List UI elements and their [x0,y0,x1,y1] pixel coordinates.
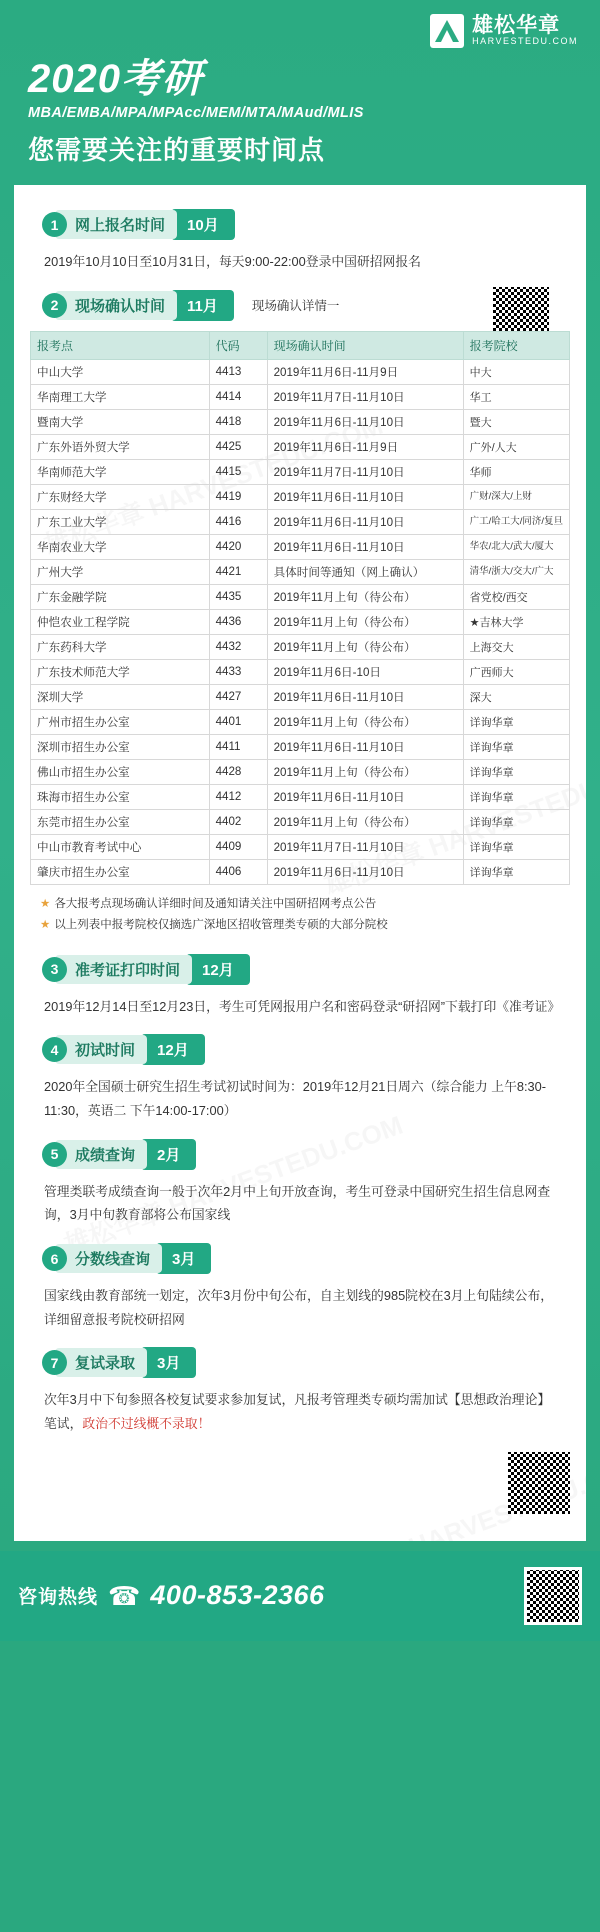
section-label: 成绩查询 [55,1140,147,1169]
table-row [31,609,570,634]
section-body-4: 2020年全国硕士研究生招生考试初试时间为：2019年12月21日周六（综合能力 上午8:30-11:30，英语二 下午14:00-17:00） [44,1079,547,1119]
table-row [31,484,570,509]
cell-school: 详询华章 [463,784,569,809]
cell-code: 4418 [209,409,267,434]
footnote-1 [40,895,564,915]
section-body-5: 管理类联考成绩查询一般于次年2月中上旬开放查询，考生可登录中国研究生招生信息网查询，3月中旬教育部将公布国家线 [44,1183,551,1223]
cell-code: 4432 [209,634,267,659]
section-label: 准考证打印时间 [55,955,192,984]
telephone-icon: ☎ [108,1580,141,1611]
section-header-1 [42,209,570,240]
cell-code: 4433 [209,659,267,684]
cell-time: 2019年11月6日-11月9日 [267,359,463,384]
cell-school: 广外/人大 [463,434,569,459]
cell-time: 2019年11月6日-11月10日 [267,534,463,559]
section-number: 7 [42,1350,67,1375]
section-body-1: 2019年10月10日至10月31日，每天9:00-22:00登录中国研招网报名 [44,254,421,269]
table-row [31,809,570,834]
table-row [31,709,570,734]
section-2-wrap [30,290,570,321]
section-month-badge: 3月 [141,1347,196,1378]
section-label: 初试时间 [55,1035,147,1064]
star-icon: ★ [40,897,51,910]
cell-site: 暨南大学 [31,409,210,434]
section-label: 复试录取 [55,1348,147,1377]
cell-code: 4435 [209,584,267,609]
cell-site: 广东工业大学 [31,509,210,534]
qr-code-icon[interactable] [508,1452,570,1514]
page-title: 2020考研 [28,57,203,101]
cell-time: 2019年11月上旬（待公布） [267,634,463,659]
cell-code: 4406 [209,859,267,884]
table-row [31,784,570,809]
section-number: 4 [42,1037,67,1062]
cell-site: 肇庆市招生办公室 [31,859,210,884]
table-row [31,859,570,884]
cell-site: 广东金融学院 [31,584,210,609]
qr-code-icon[interactable] [524,1567,582,1625]
cell-time: 2019年11月6日-11月10日 [267,409,463,434]
footer [0,1551,600,1641]
cell-site: 广东外语外贸大学 [31,434,210,459]
section-note: 现场确认详情一 [251,299,340,314]
th-time: 现场确认时间 [267,331,463,359]
cell-code: 4415 [209,459,267,484]
section-number: 5 [42,1142,67,1167]
cell-site: 佛山市招生办公室 [31,759,210,784]
cell-school: 详询华章 [463,759,569,784]
cell-site: 广东技术师范大学 [31,659,210,684]
section-month-badge: 2月 [141,1139,196,1170]
hotline-label: 咨询热线 [18,1587,99,1609]
hotline-block [18,1580,325,1611]
cell-school: 中大 [463,359,569,384]
cell-site: 珠海市招生办公室 [31,784,210,809]
cell-school: 华工 [463,384,569,409]
table-row [31,534,570,559]
cell-school: 省党校/西交 [463,584,569,609]
cell-time: 具体时间等通知（网上确认） [267,559,463,584]
section-month-badge: 12月 [141,1034,205,1065]
cell-time: 2019年11月6日-11月10日 [267,784,463,809]
cell-code: 4412 [209,784,267,809]
cell-code: 4425 [209,434,267,459]
title-block [0,54,600,185]
cell-site: 广东药科大学 [31,634,210,659]
cell-school: 上海交大 [463,634,569,659]
table-row [31,509,570,534]
table-row [31,759,570,784]
section-body-7-highlight: 政治不过线概不录取！ [82,1416,211,1432]
brand-name-cn: 雄松华章 [472,14,561,38]
cell-time: 2019年11月6日-11月10日 [267,509,463,534]
cell-time: 2019年11月上旬（待公布） [267,709,463,734]
table-row [31,684,570,709]
cell-time: 2019年11月6日-11月10日 [267,684,463,709]
section-body-6: 国家线由教育部统一划定，次年3月份中旬公布，自主划线的985院校在3月上旬陆续公布，详细留意报考院校研招网 [44,1288,554,1327]
cell-code: 4436 [209,609,267,634]
section-month-badge: 10月 [171,209,235,240]
footnote-text: 各大报考点现场确认详细时间及通知请关注中国研招网考点公告 [54,897,377,910]
cell-site: 深圳市招生办公室 [31,734,210,759]
section-number: 1 [42,212,67,237]
cell-time: 2019年11月7日-11月10日 [267,459,463,484]
table-row [31,409,570,434]
cell-school: 清华/浙大/交大/广大 [469,566,554,578]
cell-code: 4428 [209,759,267,784]
cell-school: 详询华章 [463,709,569,734]
content-card [14,185,586,1541]
table-header-row [31,331,570,359]
cell-time: 2019年11月上旬（待公布） [267,584,463,609]
section-label: 网上报名时间 [55,210,177,239]
table-row [31,734,570,759]
table-row [31,384,570,409]
cell-code: 4427 [209,684,267,709]
cell-code: 4409 [209,834,267,859]
section-month-badge: 11月 [171,290,234,321]
cell-time: 2019年11月6日-11月10日 [267,859,463,884]
th-site: 报考点 [31,331,210,359]
cell-time: 2019年11月6日-11月9日 [267,434,463,459]
cell-school: 华农/北大/武大/厦大 [469,541,554,553]
section-label: 分数线查询 [55,1244,162,1273]
cell-school: 详询华章 [463,834,569,859]
cell-school: 华师 [463,459,569,484]
cell-school: ★吉林大学 [463,609,569,634]
table-row [31,434,570,459]
cell-time: 2019年11月6日-11月10日 [267,734,463,759]
cell-school: 详询华章 [463,809,569,834]
section-header-7 [42,1347,570,1378]
cell-site: 仲恺农业工程学院 [31,609,210,634]
cell-code: 4411 [209,734,267,759]
table-row [31,584,570,609]
cell-code: 4420 [209,534,267,559]
cell-site: 广东财经大学 [31,484,210,509]
th-code: 代码 [209,331,267,359]
section-number: 6 [42,1246,67,1271]
cell-school: 暨大 [463,409,569,434]
table-row [31,659,570,684]
brand-name-en: HARVESTEDU.COM [472,36,578,47]
cell-school: 深大 [463,684,569,709]
table-row [31,834,570,859]
cell-school: 详询华章 [463,734,569,759]
section-header-6 [42,1243,570,1274]
cell-code: 4421 [209,559,267,584]
section-body-3: 2019年12月14日至12月23日，考生可凭网报用户名和密码登录“研招网”下载打印《准考证》 [44,998,561,1014]
star-icon: ★ [40,919,51,932]
hotline-number[interactable]: 400-853-2366 [150,1580,325,1611]
mountain-logo-icon [430,14,464,48]
cell-code: 4413 [209,359,267,384]
section-number: 2 [42,293,67,318]
cell-site: 东莞市招生办公室 [31,809,210,834]
exam-site-table [30,331,570,885]
cell-time: 2019年11月6日-11月10日 [267,484,463,509]
cell-site: 广州市招生办公室 [31,709,210,734]
table-row [31,359,570,384]
cell-time: 2019年11月上旬（待公布） [267,759,463,784]
section-header-3 [42,954,570,985]
cell-code: 4419 [209,484,267,509]
cell-site: 华南师范大学 [31,459,210,484]
footnote-2 [40,916,564,936]
section-month-badge: 12月 [186,954,250,985]
section-body-7-text: 次年3月中下旬参照各校复试要求参加复试，凡报考管理类专硕均需加试【思想政治理论】笔试， [44,1392,551,1432]
page-second-title: 您需要关注的重要时间点 [28,135,326,165]
section-body-7 [44,1388,562,1435]
cell-time: 2019年11月7日-11月10日 [267,384,463,409]
brand-bar [0,0,600,54]
cell-time: 2019年11月6日-10日 [267,659,463,684]
th-school: 报考院校 [463,331,569,359]
cell-site: 华南理工大学 [31,384,210,409]
section-label: 现场确认时间 [55,291,177,320]
cell-time: 2019年11月7日-11月10日 [267,834,463,859]
section-number: 3 [42,957,67,982]
section-month-badge: 3月 [156,1243,211,1274]
cell-site: 广州大学 [31,559,210,584]
cell-code: 4402 [209,809,267,834]
section-header-4 [42,1034,570,1065]
brand [430,14,578,48]
cell-school: 广西师大 [463,659,569,684]
section-header-5 [42,1139,570,1170]
cell-code: 4414 [209,384,267,409]
table-row [31,634,570,659]
cell-site: 华南农业大学 [31,534,210,559]
cell-code: 4401 [209,709,267,734]
table-row [31,559,570,584]
cell-time: 2019年11月上旬（待公布） [267,609,463,634]
cell-code: 4416 [209,509,267,534]
table-row [31,459,570,484]
cell-school: 详询华章 [463,859,569,884]
cell-school: 广财/深大/上财 [469,491,532,503]
brand-text [472,15,578,46]
footnote-text: 以上列表中报考院校仅摘选广深地区招收管理类专硕的大部分院校 [54,919,388,932]
page-subtitle: MBA/EMBA/MPA/MPAcc/MEM/MTA/MAud/MLIS [28,105,364,121]
cell-site: 中山大学 [31,359,210,384]
cell-site: 深圳大学 [31,684,210,709]
section-header-2 [42,290,570,321]
cell-time: 2019年11月上旬（待公布） [267,809,463,834]
cell-school: 广工/哈工大/同济/复旦 [469,516,563,528]
cell-site: 中山市教育考试中心 [31,834,210,859]
